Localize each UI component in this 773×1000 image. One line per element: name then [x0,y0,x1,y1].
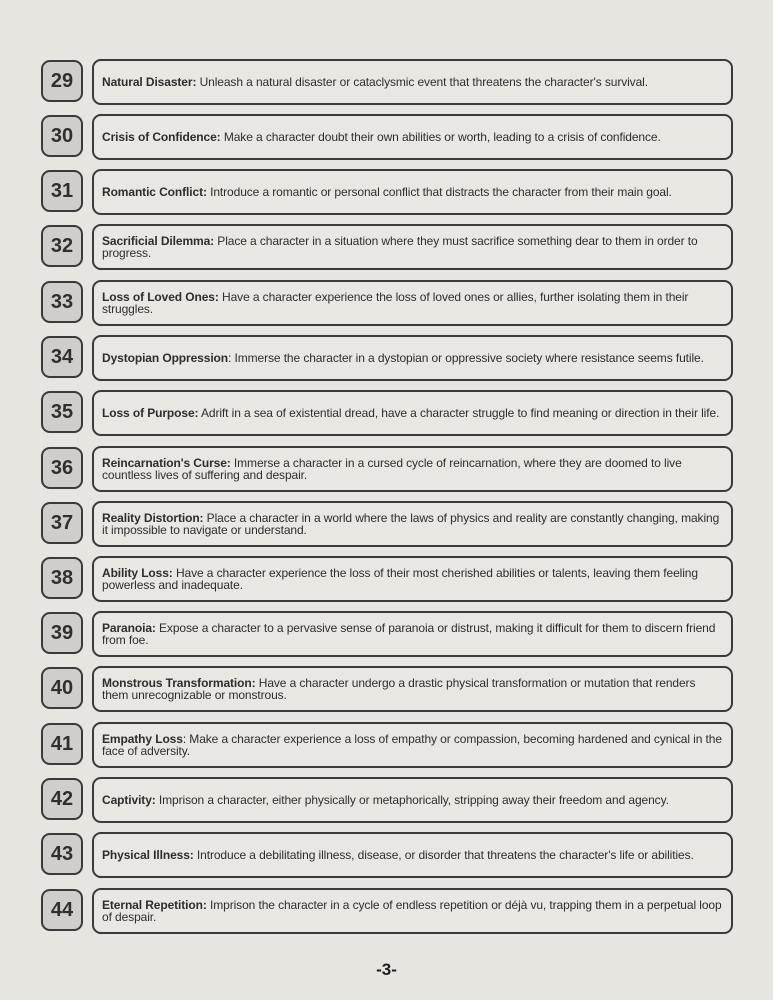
item-card [92,280,733,326]
list-item [40,888,733,934]
item-text [102,76,648,89]
item-description: Expose a character to a pervasive sense of paranoia or distrust, making it difficult for them to discern friend from foe. [102,620,716,647]
item-card [92,556,733,602]
item-description: Place a character in a world where the laws of physics and reality are constantly changing, making it impossible to navigate or understand. [102,510,720,537]
item-description: : Immerse the character in a dystopian or oppressive society where resistance seems futile. [228,350,704,365]
item-text [102,899,723,924]
item-description: Have a character experience the loss of their most cherished abilities or talents, leaving them feeling powerless and inadequate. [102,565,698,592]
item-title: Sacrificial Dilemma: [102,233,215,248]
item-card [92,777,733,823]
item-card [92,390,733,436]
item-number-badge: 30 [41,115,83,157]
item-title: Natural Disaster: [102,74,197,89]
item-description: Introduce a romantic or personal conflict that distracts the character from their main goal. [206,184,672,199]
item-number-badge: 44 [41,889,83,931]
item-number-badge: 40 [41,667,83,709]
item-text [102,512,723,537]
item-number-badge: 39 [41,612,83,654]
item-title: Empathy Loss [102,731,183,746]
item-card [92,611,733,657]
item-title: Captivity: [102,792,156,807]
item-text [102,622,723,647]
item-title: Monstrous Transformation: [102,675,256,690]
list-item [40,446,733,492]
item-number-badge: 32 [41,225,83,267]
item-description: Immerse a character in a cursed cycle of reincarnation, where they are doomed to live countless lives of suffering and despair. [102,455,682,482]
list-item [40,611,733,657]
item-description: Introduce a debilitating illness, disease, or disorder that threatens the character's life or abilities. [193,847,694,862]
item-card [92,224,733,270]
item-title: Dystopian Oppression [102,350,229,365]
item-number-badge: 35 [41,391,83,433]
list-item [40,777,733,823]
item-title: Loss of Purpose: [102,405,199,420]
list-item [40,59,733,105]
item-title: Eternal Repetition: [102,897,207,912]
item-text [102,849,694,862]
list-item [40,832,733,878]
item-number-badge: 36 [41,447,83,489]
item-title: Paranoia: [102,620,156,635]
item-text [102,794,669,807]
item-title: Reality Distortion: [102,510,204,525]
item-description: Imprison the character in a cycle of endless repetition or déjà vu, trapping them in a perpetual loop of despair. [102,897,722,924]
item-text [102,733,723,758]
item-description: Adrift in a sea of existential dread, have a character struggle to find meaning or direction in their life. [198,405,720,420]
item-title: Reincarnation's Curse: [102,455,231,470]
item-card [92,446,733,492]
item-text [102,677,723,702]
list-item [40,169,733,215]
item-number-badge: 41 [41,723,83,765]
item-card [92,335,733,381]
item-title: Romantic Conflict: [102,184,207,199]
item-description: : Make a character experience a loss of empathy or compassion, becoming hardened and cynical in the face of adversity. [102,731,722,758]
list-item [40,114,733,160]
item-description: Unleash a natural disaster or cataclysmic event that threatens the character's survival. [196,74,648,89]
item-description: Have a character undergo a drastic physical transformation or mutation that renders them unrecognizable or monstrous. [102,675,696,702]
list-item [40,666,733,712]
item-number-badge: 38 [41,557,83,599]
item-description: Place a character in a situation where they must sacrifice something dear to them in order to progress. [102,233,698,260]
item-text [102,457,723,482]
page-number: -3- [376,960,397,979]
item-title: Crisis of Confidence: [102,129,221,144]
item-number-badge: 33 [41,281,83,323]
item-number-badge: 29 [41,60,83,102]
item-number-badge: 43 [41,833,83,875]
list-item [40,722,733,768]
item-description: Have a character experience the loss of loved ones or allies, further isolating them in their struggles. [102,289,689,316]
item-description: Imprison a character, either physically or metaphorically, stripping away their freedom and agency. [155,792,669,807]
item-card [92,501,733,547]
item-text [102,567,723,592]
item-card [92,666,733,712]
item-card [92,722,733,768]
item-text [102,407,719,420]
item-text [102,186,672,199]
item-card [92,59,733,105]
item-title: Loss of Loved Ones: [102,289,219,304]
item-card [92,888,733,934]
item-title: Physical Illness: [102,847,194,862]
list-item [40,501,733,547]
item-number-badge: 42 [41,778,83,820]
item-number-badge: 31 [41,170,83,212]
list-item [40,390,733,436]
item-text [102,291,723,316]
list-item [40,280,733,326]
list-item [40,335,733,381]
item-card [92,832,733,878]
item-text [102,352,704,365]
list-item [40,556,733,602]
item-text [102,131,661,144]
item-text [102,235,723,260]
item-card [92,114,733,160]
item-title: Ability Loss: [102,565,173,580]
item-number-badge: 34 [41,336,83,378]
item-number-badge: 37 [41,502,83,544]
item-description: Make a character doubt their own abilities or worth, leading to a crisis of confidence. [220,129,661,144]
item-card [92,169,733,215]
list-item [40,224,733,270]
